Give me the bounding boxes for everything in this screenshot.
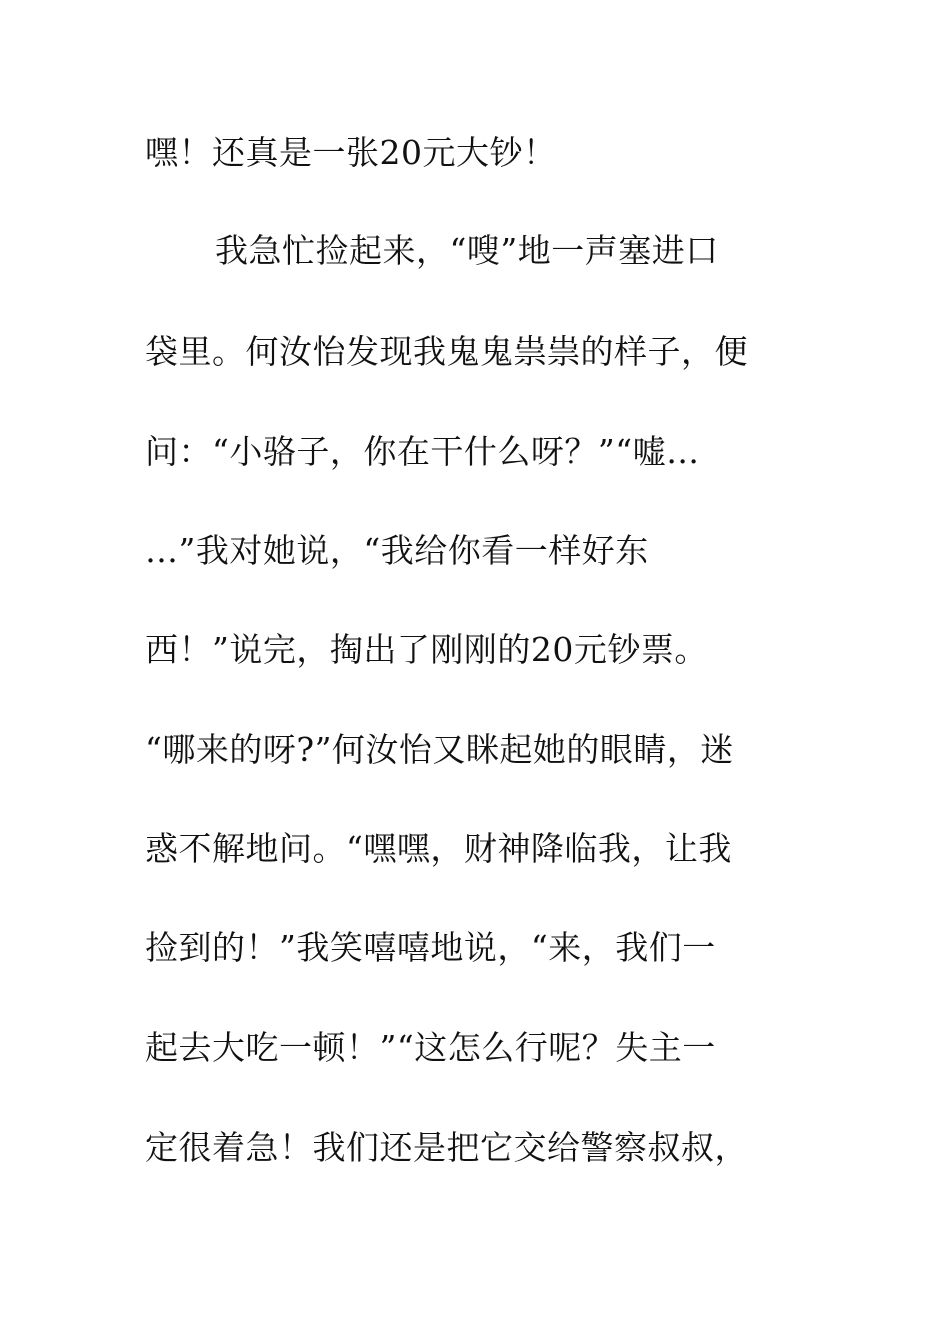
- text-line-9: 捡到的！”我笑嘻嘻地说，“来，我们一: [145, 928, 716, 967]
- text-line-1: 嘿！还真是一张20元大钞！: [145, 133, 557, 172]
- text-line-2: 我急忙捡起来，“嗖”地一声塞进口: [215, 231, 719, 270]
- text-line-4: 问：“小骆子，你在干什么呀？”“嘘…: [145, 432, 700, 471]
- text-line-11: 定很着急！我们还是把它交给警察叔叔，: [145, 1128, 748, 1167]
- text-line-8: 惑不解地问。“嘿嘿，财神降临我，让我: [145, 829, 732, 868]
- text-line-10: 起去大吃一顿！”“这怎么行呢？失主一: [145, 1028, 716, 1067]
- text-line-6: 西！”说完，掏出了刚刚的20元钞票。: [145, 630, 708, 669]
- text-line-7: “哪来的呀?”何汝怡又眯起她的眼睛，迷: [145, 730, 734, 769]
- text-line-3: 袋里。何汝怡发现我鬼鬼祟祟的样子，便: [145, 332, 748, 371]
- text-line-5: …”我对她说，“我给你看一样好东: [145, 531, 649, 570]
